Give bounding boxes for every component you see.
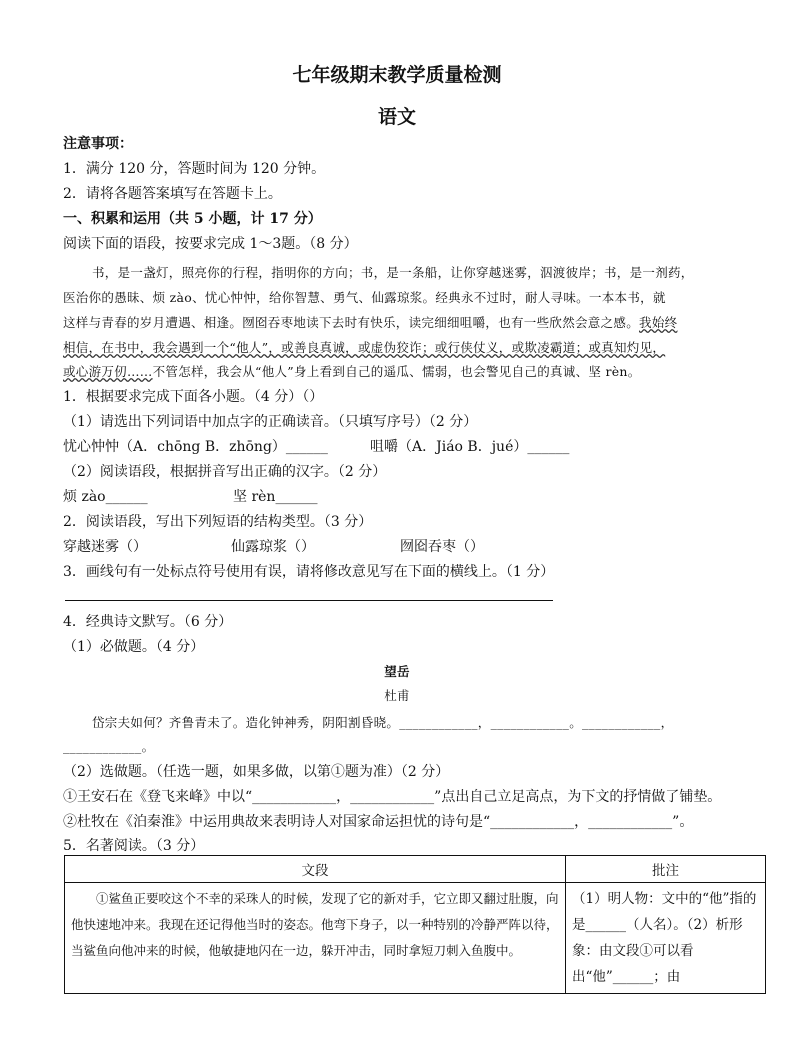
question-4-part2: （2）选做题。（任选一题，如果多做，以第①题为准）（2 分） bbox=[63, 764, 450, 780]
question-2-stem: 2．阅读语段，写出下列短语的结构类型。（3 分） bbox=[63, 514, 373, 530]
question-4-part1: （1）必做题。（4 分） bbox=[63, 639, 205, 655]
phrase-item: 穿越迷雾（） bbox=[63, 539, 147, 555]
answer-line bbox=[65, 600, 553, 601]
passage-line: 这样与青春的岁月遭遇、相逢。囫囵吞枣地读下去时有快乐，读完细细咀嚼，也有一些欣然会意之感。我始终 bbox=[63, 315, 678, 330]
hanzi-blank-a: 烦 zào______ bbox=[63, 489, 148, 505]
question-3-stem: 3．画线句有一处标点符号使用有误，请将修改意见写在下面的横线上。（1 分） bbox=[63, 564, 555, 580]
passage-line: 书，是一盏灯，照亮你的行程，指明你的方向；书，是一条船，让你穿越迷雾，泅渡彼岸；书，是一剂药， bbox=[92, 265, 694, 280]
poem-line: 岱宗夫如何？齐鲁青未了。造化钟神秀，阴阳割昏晓。____________，____________。____________， bbox=[92, 715, 674, 730]
phrase-item: 囫囵吞枣（） bbox=[400, 539, 484, 555]
optional-question-1: ①王安石在《登飞来峰》中以“____________，____________”点出自己立足高点，为下文的抒情做了铺垫。 bbox=[63, 789, 722, 805]
question-1-stem: 1．根据要求完成下面各小题。（4 分）（） bbox=[63, 389, 324, 405]
question-5-stem: 5．名著阅读。（3 分） bbox=[63, 838, 205, 854]
notice-heading: 注意事项： bbox=[63, 136, 133, 152]
table-header-passage: 文段 bbox=[65, 856, 566, 883]
page-title: 七年级期末教学质量检测 bbox=[292, 64, 502, 86]
section-intro: 阅读下面的语段，按要求完成 1～3题。（8 分） bbox=[63, 236, 358, 252]
poem-author: 杜甫 bbox=[384, 688, 410, 703]
pinyin-choice-a: 忧心忡忡（A．chōng B．zhōng）______ bbox=[63, 439, 328, 455]
underlined-sentence: 或心游万仞…… bbox=[63, 364, 153, 379]
passage-cell: ①鲨鱼正要咬这个不幸的采珠人的时候，发现了它的新对手，它立即又翻过肚腹，向他快速地冲来。我现在还记得他当时的姿态。他弯下身子，以一种特别的冷静严阵以待，当鲨鱼向他冲来的时候，他敏捷地闪在一边，躲开冲击，同时拿短刀刺入鱼腹中。 bbox=[65, 883, 566, 994]
passage-line: 或心游万仞……不管怎样，我会从“他人”身上看到自己的遥瓜、懦弱，也会警见自己的真诚、坚 rèn。 bbox=[63, 364, 641, 379]
notes-cell: （1）明人物：文中的“他”指的是______（人名）。（2）析形象：由文段①可以看出“他”______；由 bbox=[566, 883, 766, 994]
notice-item: 1．满分 120 分，答题时间为 120 分钟。 bbox=[63, 161, 326, 177]
table-header-notes: 批注 bbox=[566, 856, 766, 883]
optional-question-2: ②杜牧在《泊秦淮》中运用典故来表明诗人对国家命运担忧的诗句是“____________，____________”。 bbox=[63, 814, 694, 830]
poem-line: ____________。 bbox=[63, 739, 155, 754]
passage-line: 医治你的愚昧、烦 zào、忧心忡忡，给你智慧、勇气、仙露琼浆。经典永不过时，耐人寻味。一本本书，就 bbox=[63, 290, 666, 305]
poem-title: 望岳 bbox=[384, 664, 410, 679]
subject-title: 语文 bbox=[377, 106, 416, 128]
underlined-sentence: 我始终 bbox=[639, 315, 678, 330]
question-1-part1: （1）请选出下列词语中加点字的正确读音。（只填写序号）（2 分） bbox=[63, 414, 478, 430]
hanzi-blank-b: 坚 rèn______ bbox=[233, 489, 318, 505]
underlined-sentence: 相信，在书中，我会遇到一个“他人”，或善良真诚，或虚伪狡诈；或行侠仗义，或欺凌霸道；或真知灼见， bbox=[63, 340, 666, 355]
question-4-stem: 4．经典诗文默写。（6 分） bbox=[63, 614, 233, 630]
section-heading: 一、积累和运用（共 5 小题，计 17 分） bbox=[63, 211, 322, 227]
phrase-item: 仙露琼浆（） bbox=[231, 539, 315, 555]
notice-item: 2．请将各题答案填写在答题卡上。 bbox=[63, 186, 282, 202]
pinyin-choice-b: 咀嚼（A．Jiáo B．jué）______ bbox=[370, 439, 570, 455]
question-1-part2: （2）阅读语段，根据拼音写出正确的汉字。（2 分） bbox=[63, 464, 387, 480]
reading-table bbox=[64, 855, 766, 994]
